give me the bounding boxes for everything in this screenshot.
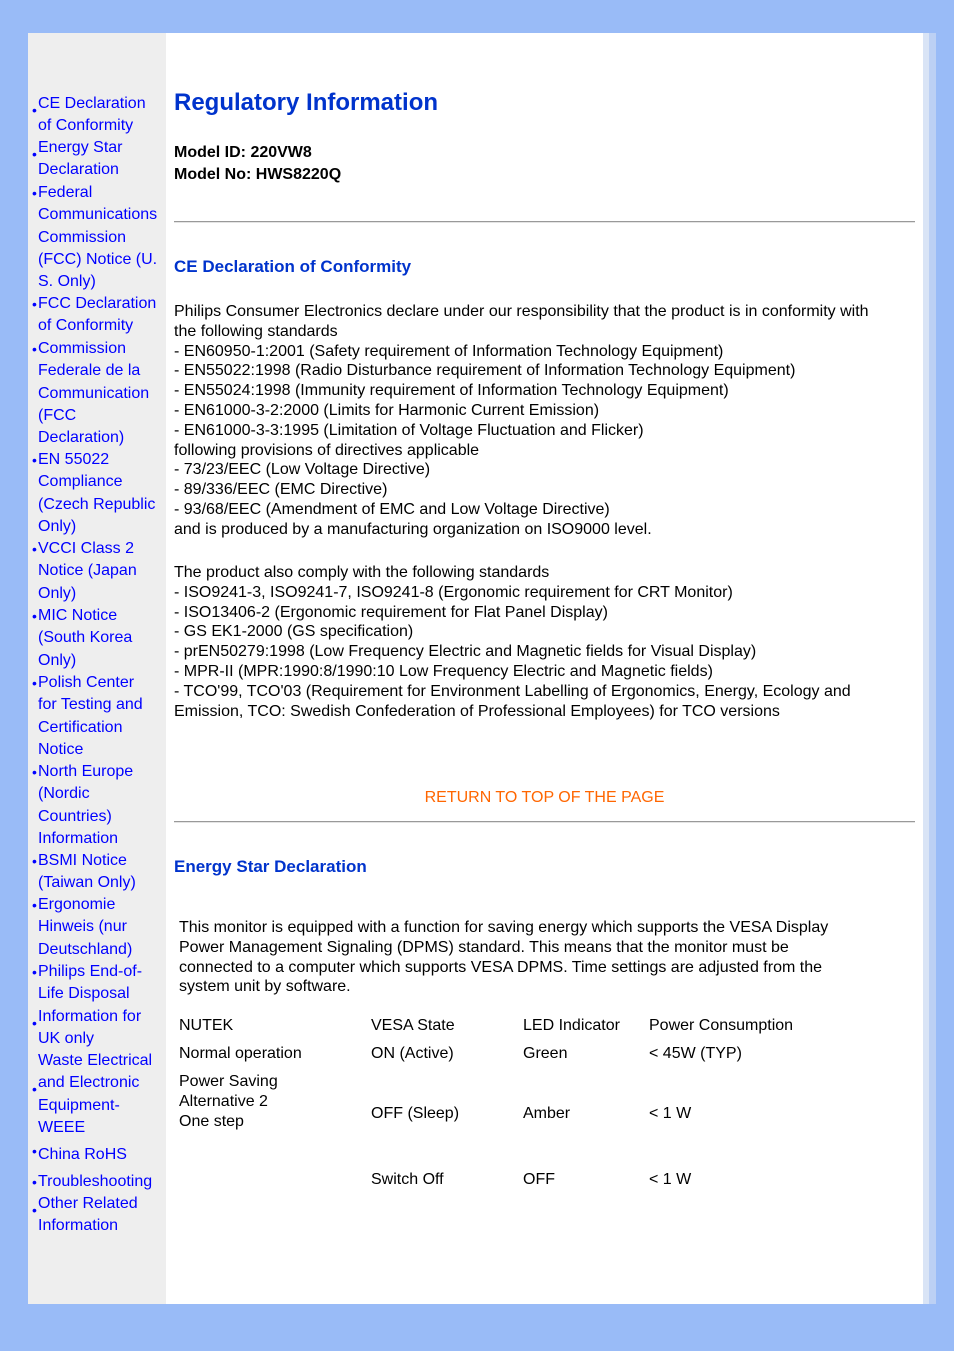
sidebar-item-line: and Electronic [38, 1074, 140, 1092]
bullet-icon: • [32, 764, 37, 780]
model-id: Model ID: 220VW8 [174, 144, 312, 161]
table-cell-led: Amber [523, 1105, 571, 1122]
ce-line: The product also comply with the following standards [174, 564, 550, 581]
bullet-icon: • [32, 452, 37, 468]
sidebar-item-line: Equipment- [38, 1096, 120, 1114]
page-title: Regulatory Information [174, 89, 439, 116]
sidebar-item-line: (FCC [38, 406, 77, 424]
sidebar-item-line: Federale de la [38, 362, 141, 380]
ce-line: - ISO9241-3, ISO9241-7, ISO9241-8 (Ergonomic requirement for CRT Monitor) [174, 583, 733, 601]
sidebar-item-line: WEEE [38, 1118, 86, 1136]
sidebar-item-line: VCCI Class 2 [38, 540, 135, 557]
ce-line: - EN55024:1998 (Immunity requirement of Information Technology Equipment) [174, 382, 729, 400]
table-cell-nutek [179, 1072, 278, 1131]
bullet-icon: • [32, 964, 37, 980]
table-cell-line: Power Saving [179, 1073, 278, 1090]
sidebar-item-line: Commission [38, 340, 127, 357]
divider [174, 821, 915, 823]
ce-line: and is produced by a manufacturing organization on ISO9000 level. [174, 520, 652, 538]
ce-line: the following standards [174, 322, 338, 340]
table-cell-line: Alternative 2 [179, 1092, 268, 1110]
sidebar-item-line: Life Disposal [38, 985, 130, 1003]
sidebar-item-line: Notice (Japan [38, 562, 137, 580]
table-cell-led: OFF [523, 1171, 555, 1188]
bullet-icon: • [32, 541, 37, 557]
energy-star-heading: Energy Star Declaration [174, 857, 367, 876]
sidebar-item-line: S. Only) [38, 273, 96, 291]
ce-heading: CE Declaration of Conformity [174, 257, 412, 276]
sidebar-item-line: China RoHS [38, 1146, 127, 1163]
sidebar-item-line: Communications [38, 206, 158, 224]
ce-paragraph-1 [174, 302, 914, 540]
sidebar-item-line: FCC Declaration [38, 295, 157, 312]
bullet-icon: • [32, 296, 37, 312]
table-cell-nutek: Normal operation [179, 1045, 302, 1062]
page-frame [28, 33, 923, 1304]
sidebar-item-line: Certification [38, 718, 123, 736]
sidebar-item-line: of Conformity [38, 317, 134, 335]
table-cell-vesa: ON (Active) [371, 1045, 454, 1062]
sidebar-item-line: Information [38, 1217, 119, 1235]
scroll-edge [929, 33, 936, 1304]
table-cell-power: < 45W (TYP) [649, 1045, 742, 1062]
sidebar-item-line: Only) [38, 517, 77, 535]
sidebar-item-line: Other Related [38, 1195, 138, 1212]
sidebar-item-line: Philips End-of- [38, 963, 143, 980]
ce-paragraph-2 [174, 563, 914, 721]
sidebar-item-line: Energy Star [38, 139, 123, 156]
ce-line: - EN61000-3-3:1995 (Limitation of Voltage Fluctuation and Flicker) [174, 421, 644, 439]
table-cell-power: < 1 W [649, 1171, 692, 1188]
bullet-icon: • [32, 1174, 37, 1190]
sidebar-item-line: Troubleshooting [38, 1173, 153, 1190]
ce-line: - EN55022:1998 (Radio Disturbance requirement of Information Technology Equipment) [174, 362, 796, 380]
ce-line: - 89/336/EEC (EMC Directive) [174, 481, 388, 499]
ce-line: Emission, TCO: Swedish Confederation of Professional Employees) for TCO versions [174, 702, 780, 720]
sidebar-item-line: Commission [38, 228, 127, 246]
sidebar-item-line: Only) [38, 584, 77, 602]
sidebar-item-line: Deutschland) [38, 940, 133, 958]
sidebar-item-line: (Nordic [38, 785, 90, 803]
table-cell-line: One step [179, 1112, 244, 1130]
sidebar-item-line: Declaration) [38, 429, 125, 447]
return-to-top-link[interactable]: RETURN TO TOP OF THE PAGE [424, 789, 665, 806]
sidebar-item-line: BSMI Notice [38, 852, 127, 869]
sidebar-item-line: of Conformity [38, 117, 134, 135]
sidebar-item-line: Communication [38, 384, 150, 402]
ce-line: - TCO'99, TCO'03 (Requirement for Environment Labelling of Ergonomics, Energy, Ecology and [174, 682, 851, 700]
ce-line: - EN60950-1:2001 (Safety requirement of Information Technology Equipment) [174, 342, 724, 360]
bullet-icon: • [32, 897, 37, 913]
sidebar-item-line: (South Korea [38, 629, 133, 647]
ce-line: - ISO13406-2 (Ergonomic requirement for Flat Panel Display) [174, 603, 608, 621]
bullet-icon: • [32, 608, 37, 624]
table-header: NUTEK [179, 1017, 234, 1034]
sidebar-item-line: Ergonomie [38, 896, 116, 913]
bullet-icon: • [32, 1143, 37, 1159]
energy-star-line: Power Management Signaling (DPMS) standard. This means that the monitor must be [179, 938, 789, 956]
sidebar-item-line: for Testing and [38, 696, 143, 714]
energy-star-line: system unit by software. [179, 978, 351, 996]
bullet-icon: • [32, 675, 37, 691]
sidebar-item-line: (Taiwan Only) [38, 874, 136, 892]
table-header: VESA State [371, 1017, 455, 1034]
table-header: Power Consumption [649, 1017, 794, 1034]
ce-line: - MPR-II (MPR:1990:8/1990:10 Low Frequency Electric and Magnetic fields) [174, 662, 713, 680]
sidebar-item-line: Polish Center [38, 674, 135, 691]
table-cell-led: Green [523, 1045, 568, 1062]
ce-line: - EN61000-3-2:2000 (Limits for Harmonic Current Emission) [174, 401, 600, 419]
sidebar-item-line: UK only [38, 1030, 95, 1048]
ce-line: - 73/23/EEC (Low Voltage Directive) [174, 461, 431, 479]
energy-star-line: connected to a computer which supports VESA DPMS. Time settings are adjusted from the [179, 958, 822, 976]
bullet-icon: • [32, 853, 37, 869]
ce-line: - GS EK1-2000 (GS specification) [174, 623, 414, 641]
table-header: LED Indicator [523, 1017, 620, 1034]
bullet-icon: • [32, 102, 37, 118]
sidebar-item-line: Federal [38, 184, 93, 201]
bullet-icon: • [32, 146, 37, 162]
divider [174, 221, 915, 223]
bullet-icon: • [32, 1202, 37, 1218]
sidebar-item-line: EN 55022 [38, 451, 110, 468]
sidebar-item-line: Declaration [38, 161, 119, 179]
sidebar-item-line: Waste Electrical [38, 1052, 153, 1069]
bullet-icon: • [32, 185, 37, 201]
sidebar-item-line: CE Declaration [38, 95, 146, 112]
ce-line: - prEN50279:1998 (Low Frequency Electric and Magnetic fields for Visual Display) [174, 643, 757, 661]
sidebar-item-line: North Europe [38, 763, 134, 780]
sidebar-item-line: Information for [38, 1008, 142, 1025]
sidebar-item-line: Hinweis (nur [38, 918, 127, 936]
sidebar [28, 33, 166, 1304]
model-no: Model No: HWS8220Q [174, 166, 342, 183]
ce-line: Philips Consumer Electronics declare under our responsibility that the product is in conformity with [174, 303, 869, 320]
bullet-icon: • [32, 1081, 37, 1097]
sidebar-item-line: Compliance [38, 473, 123, 491]
sidebar-item-line: Information [38, 829, 119, 847]
sidebar-item-line: (FCC) Notice (U. [38, 250, 158, 268]
ce-line: following provisions of directives applicable [174, 441, 480, 459]
sidebar-item-line: (Czech Republic [38, 495, 156, 513]
sidebar-item-line: MIC Notice [38, 607, 118, 624]
ce-line: - 93/68/EEC (Amendment of EMC and Low Voltage Directive) [174, 500, 610, 518]
sidebar-item-line: Notice [38, 740, 84, 758]
table-cell-power: < 1 W [649, 1105, 692, 1122]
bullet-icon: • [32, 1015, 37, 1031]
energy-star-paragraph [179, 918, 828, 997]
table-cell-vesa: Switch Off [371, 1171, 444, 1188]
bullet-icon: • [32, 341, 37, 357]
sidebar-item-line: Countries) [38, 807, 112, 825]
sidebar-item-line: Only) [38, 651, 77, 669]
energy-star-line: This monitor is equipped with a function for saving energy which supports the VESA Display [179, 919, 829, 936]
table-cell-vesa: OFF (Sleep) [371, 1105, 460, 1122]
